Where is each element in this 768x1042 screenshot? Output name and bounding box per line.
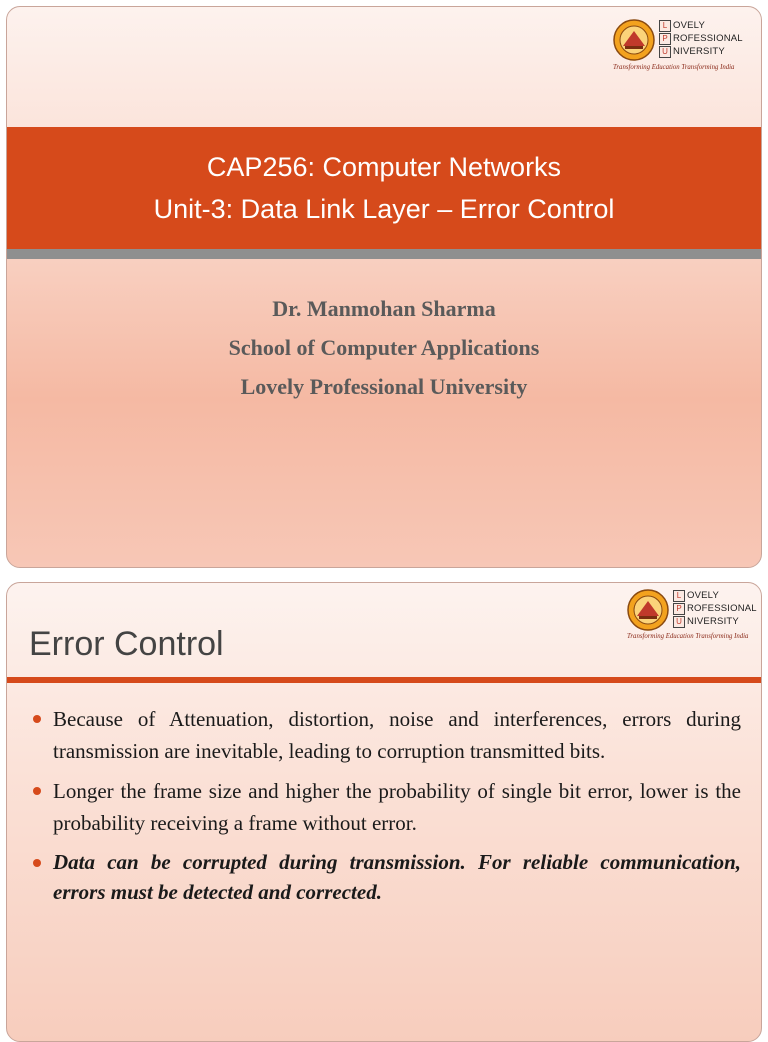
bullet-text: Because of Attenuation, distortion, noise and interferences, errors during transmission are inevitable, leading to corruption transmitted bits.	[53, 707, 741, 763]
logo-word: NIVERSITY	[687, 616, 739, 627]
slide-title: Error Control	[29, 625, 224, 663]
logo-word: NIVERSITY	[673, 46, 725, 57]
logo-word: ROFESSIONAL	[687, 603, 757, 614]
university-logo	[627, 589, 757, 640]
logo-letter: P	[659, 33, 671, 45]
course-title: CAP256: Computer Networks	[206, 152, 562, 182]
logo-tagline: Transforming Education Transforming India	[613, 64, 735, 71]
list-item	[31, 847, 741, 907]
title-band	[7, 127, 761, 259]
author-block	[7, 289, 761, 406]
logo-tagline: Transforming Education Transforming India	[627, 633, 749, 640]
title-slide	[6, 6, 762, 568]
bullet-icon	[33, 715, 41, 723]
logo-letter: L	[673, 590, 685, 602]
author-university: Lovely Professional University	[240, 374, 528, 399]
bullet-text: Data can be corrupted during transmission. For reliable communication, errors must be detected and corrected.	[53, 850, 741, 904]
bullet-text: Longer the frame size and higher the probability of single bit error, lower is the probability receiving a frame without error.	[53, 779, 741, 835]
lpu-seal-icon	[627, 589, 669, 631]
title-divider	[7, 677, 761, 683]
logo-word: OVELY	[687, 590, 719, 601]
author-school: School of Computer Applications	[228, 335, 540, 360]
unit-title: Unit-3: Data Link Layer – Error Control	[153, 194, 615, 224]
logo-word: ROFESSIONAL	[673, 33, 743, 44]
bullet-icon	[33, 787, 41, 795]
bullet-list	[31, 703, 741, 915]
university-logo	[613, 19, 743, 71]
logo-letter: U	[673, 616, 685, 628]
logo-word: OVELY	[673, 20, 705, 31]
list-item	[31, 775, 741, 839]
list-item	[31, 703, 741, 767]
author-name: Dr. Manmohan Sharma	[272, 296, 496, 321]
content-slide	[6, 582, 762, 1042]
logo-letter: P	[673, 603, 685, 615]
logo-letter: U	[659, 46, 671, 58]
lpu-seal-icon	[613, 19, 655, 61]
logo-letter: L	[659, 20, 671, 32]
bullet-icon	[33, 859, 41, 867]
